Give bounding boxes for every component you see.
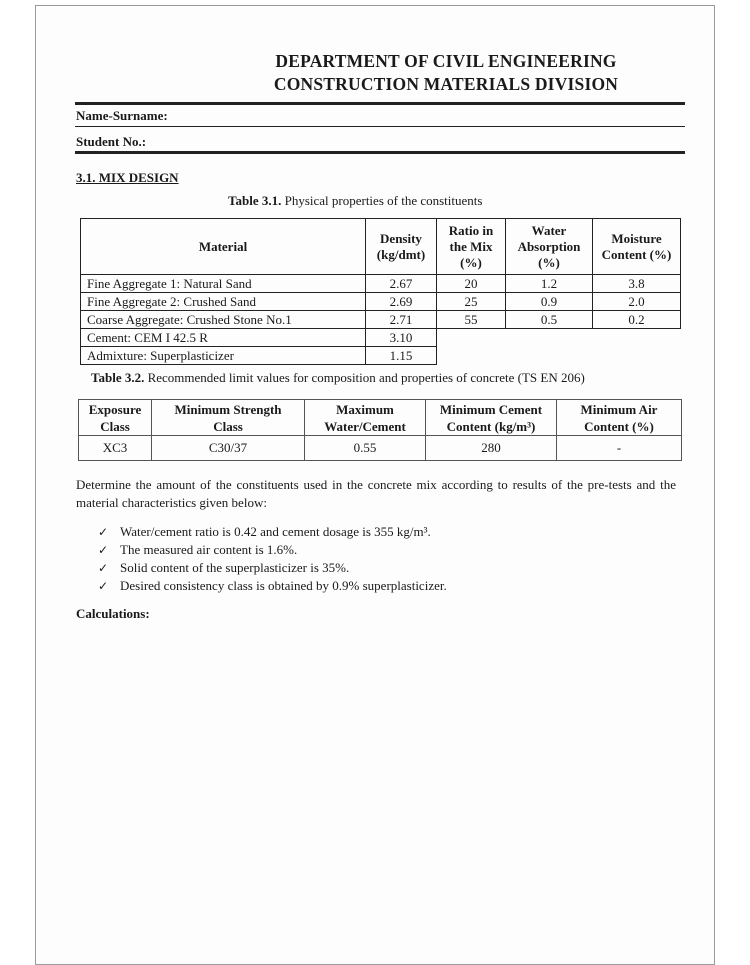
cell-material: Fine Aggregate 1: Natural Sand [81, 275, 366, 293]
checklist [98, 523, 447, 595]
cell-ratio: 55 [437, 311, 506, 329]
student-no-label: Student No.: [76, 134, 147, 149]
header-water-text: Water Absorption (%) [517, 222, 581, 270]
table1-caption-number: Table 3.1. [228, 193, 282, 208]
header-density-text: Density (kg/dmt) [376, 230, 426, 262]
empty-cell [437, 347, 681, 365]
cell-water: 0.5 [506, 311, 593, 329]
document-page [35, 5, 715, 965]
division-title: CONSTRUCTION MATERIALS DIVISION [273, 74, 619, 94]
field-divider [75, 126, 685, 127]
header-ratio-text: Ratio in the Mix (%) [448, 222, 494, 270]
cell-exposure: XC3 [79, 436, 152, 461]
header-density [366, 219, 437, 275]
cell-density: 1.15 [366, 347, 437, 365]
header-strength-text: Minimum Strength Class [174, 401, 282, 434]
table-row [79, 436, 682, 461]
list-item-text: Water/cement ratio is 0.42 and cement dosage is 355 kg/m³. [120, 524, 431, 539]
cell-density: 3.10 [366, 329, 437, 347]
list-item-text: The measured air content is 1.6%. [120, 542, 298, 557]
header-exposure-text: Exposure Class [88, 401, 142, 434]
fields-rule [75, 151, 685, 154]
list-item [98, 577, 447, 595]
table2-caption [91, 370, 585, 386]
cell-moisture: 0.2 [593, 311, 681, 329]
table1-header-row [81, 219, 681, 275]
checkmark-icon: ✓ [98, 579, 109, 593]
cell-material: Cement: CEM I 42.5 R [81, 329, 366, 347]
cell-water: 0.9 [506, 293, 593, 311]
list-item-text: Desired consistency class is obtained by 0.9% superplasticizer. [120, 578, 447, 593]
cell-moisture: 3.8 [593, 275, 681, 293]
header-air-text: Minimum Air Content (%) [580, 401, 658, 434]
table-row [81, 347, 681, 365]
cell-ratio: 20 [437, 275, 506, 293]
cell-material: Admixture: Superplasticizer [81, 347, 366, 365]
table-row [81, 293, 681, 311]
header-water [506, 219, 593, 275]
instructions-text: Determine the amount of the constituents used in the concrete mix according to results of the pre-tests and the material characteristics given below: [76, 477, 676, 510]
table2-caption-text: Recommended limit values for composition and properties of concrete (TS EN 206) [144, 370, 585, 385]
cell-density: 2.71 [366, 311, 437, 329]
header-material: Material [81, 219, 366, 275]
cell-density: 2.69 [366, 293, 437, 311]
header-strength [152, 400, 305, 436]
table-row [81, 311, 681, 329]
document-header [246, 50, 646, 96]
checkmark-icon: ✓ [98, 543, 109, 557]
cell-strength: C30/37 [152, 436, 305, 461]
checkmark-icon: ✓ [98, 525, 109, 539]
empty-cell [437, 329, 681, 347]
cell-air: - [557, 436, 682, 461]
header-cement [426, 400, 557, 436]
table2-caption-number: Table 3.2. [91, 370, 145, 385]
cell-moisture: 2.0 [593, 293, 681, 311]
list-item [98, 523, 447, 541]
name-surname-label: Name-Surname: [76, 108, 168, 123]
table1-caption-text: Physical properties of the constituents [281, 193, 483, 208]
header-ratio [437, 219, 506, 275]
table-row [81, 275, 681, 293]
section-title: 3.1. MIX DESIGN [76, 170, 179, 185]
checkmark-icon: ✓ [98, 561, 109, 575]
cell-cement: 280 [426, 436, 557, 461]
table2-header-row [79, 400, 682, 436]
header-air [557, 400, 682, 436]
list-item [98, 559, 447, 577]
cell-material: Coarse Aggregate: Crushed Stone No.1 [81, 311, 366, 329]
cell-ratio: 25 [437, 293, 506, 311]
cell-material: Fine Aggregate 2: Crushed Sand [81, 293, 366, 311]
header-exposure [79, 400, 152, 436]
constituents-table [80, 218, 681, 365]
header-rule [75, 102, 685, 105]
list-item-text: Solid content of the superplasticizer is 35%. [120, 560, 350, 575]
header-cement-text: Minimum Cement Content (kg/m³) [439, 401, 543, 434]
department-title: DEPARTMENT OF CIVIL ENGINEERING [275, 51, 617, 71]
cell-wc: 0.55 [305, 436, 426, 461]
cell-density: 2.67 [366, 275, 437, 293]
header-wc [305, 400, 426, 436]
table-row [81, 329, 681, 347]
limit-values-table [78, 399, 682, 461]
table1-caption [228, 193, 482, 209]
cell-water: 1.2 [506, 275, 593, 293]
header-moisture-text: Moisture Content (%) [601, 230, 672, 262]
header-moisture [593, 219, 681, 275]
list-item [98, 541, 447, 559]
header-wc-text: Maximum Water/Cement [324, 401, 406, 434]
calculations-label: Calculations: [76, 606, 150, 621]
